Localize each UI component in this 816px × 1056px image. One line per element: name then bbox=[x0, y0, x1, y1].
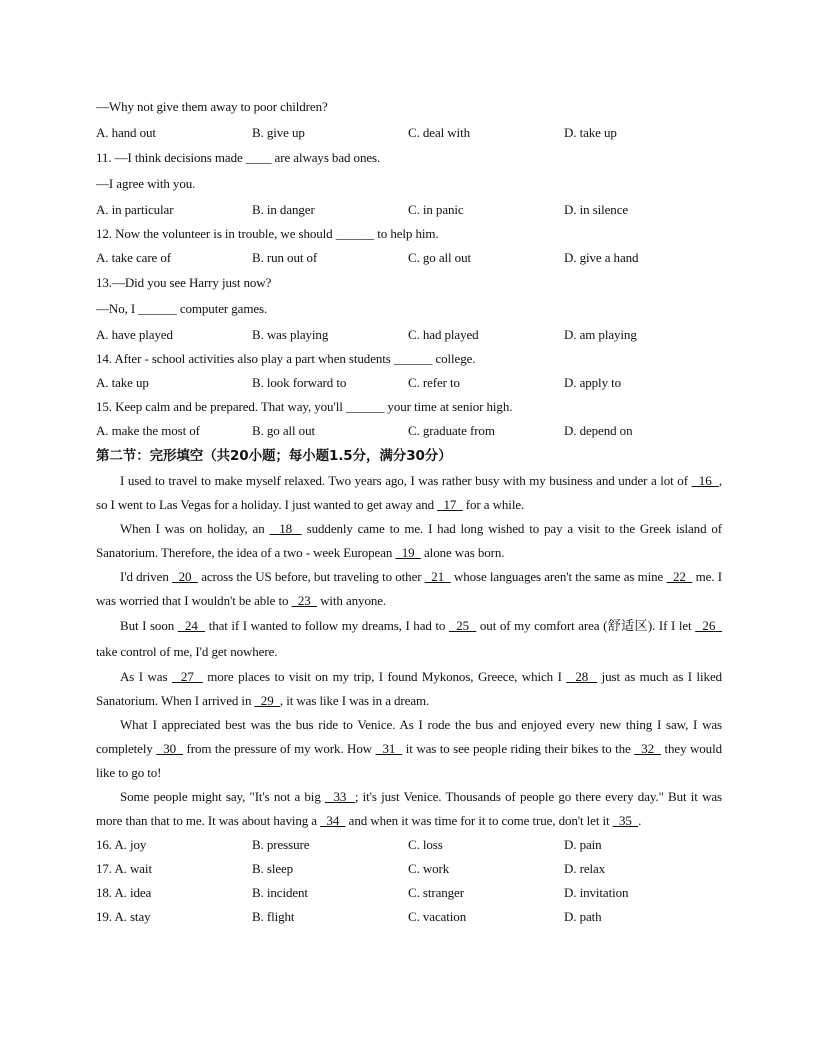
blank-27: 27 bbox=[171, 668, 203, 684]
q11-options bbox=[96, 198, 722, 222]
q19-option-a: 19. A. stay bbox=[96, 908, 151, 924]
q12-option-d: D. give a hand bbox=[564, 249, 639, 265]
q18-option-d: D. invitation bbox=[564, 884, 629, 900]
q15-option-c: C. graduate from bbox=[408, 422, 495, 438]
passage-paragraph-3: I'd driven 20 across the US before, but traveling to other 21 whose languages aren't the same as mine 22 me. I was worried that I wouldn't be able to 23 with anyone. bbox=[96, 568, 722, 608]
q16-option-c: C. loss bbox=[408, 836, 443, 852]
blank-32: 32 bbox=[634, 740, 661, 756]
blank-16: 16 bbox=[691, 472, 719, 488]
q10-options bbox=[96, 121, 722, 145]
q13-options bbox=[96, 323, 722, 347]
q12-option-a: A. take care of bbox=[96, 249, 172, 265]
q13-option-d: D. am playing bbox=[564, 326, 637, 342]
passage-paragraph-2: When I was on holiday, an 18 suddenly came to me. I had long wished to pay a visit to the Greek island of Sanatorium. Therefore, the idea of a two - week European 19 alone was born. bbox=[96, 520, 722, 560]
blank-20: 20 bbox=[172, 568, 198, 584]
passage-paragraph-6: What I appreciated best was the bus ride to Venice. As I rode the bus and enjoyed every new thing I saw, I was completely 30 from the pressure of my work. How 31 it was to see people riding their bikes to the 32 they would like to go to! bbox=[96, 716, 722, 780]
blank-33: 33 bbox=[324, 788, 355, 804]
blank-28: 28 bbox=[566, 668, 598, 684]
q11-option-c: C. in panic bbox=[408, 201, 464, 217]
q14-option-d: D. apply to bbox=[564, 374, 622, 390]
q17-option-b: B. sleep bbox=[252, 860, 294, 876]
q18-option-c: C. stranger bbox=[408, 884, 464, 900]
q12-question: 12. Now the volunteer is in trouble, we should ______ to help him. bbox=[96, 225, 439, 241]
q18-option-b: B. incident bbox=[252, 884, 308, 900]
q19-option-d: D. path bbox=[564, 908, 602, 924]
q17-option-c: C. work bbox=[408, 860, 450, 876]
blank-19: 19 bbox=[395, 544, 421, 560]
q12-option-b: B. run out of bbox=[252, 249, 318, 265]
q13-reply: —No, I ______ computer games. bbox=[96, 301, 268, 316]
blank-30: 30 bbox=[156, 740, 184, 756]
q13-question: 13.—Did you see Harry just now? bbox=[96, 274, 272, 290]
q14-option-a: A. take up bbox=[96, 374, 149, 390]
q10-reply: —Why not give them away to poor children? bbox=[96, 99, 328, 114]
q15-options bbox=[96, 419, 722, 443]
section-heading: 第二节：完形填空（共20小题；每小题1.5分，满分30分） bbox=[96, 447, 452, 464]
q19-option-b: B. flight bbox=[252, 908, 295, 924]
q16-option-d: D. pain bbox=[564, 836, 602, 852]
q17-options bbox=[96, 857, 722, 881]
q11-question: 11. —I think decisions made ____ are always bad ones. bbox=[96, 149, 381, 165]
blank-34: 34 bbox=[320, 812, 346, 828]
q18-options bbox=[96, 881, 722, 905]
passage-paragraph-5: As I was 27 more places to visit on my trip, I found Mykonos, Greece, which I 28 just as much as I liked Sanatorium. When I arrived in 29 , it was like I was in a dream. bbox=[96, 668, 723, 708]
q17-option-a: 17. A. wait bbox=[96, 860, 152, 876]
q10-option-a: A. hand out bbox=[96, 124, 156, 140]
blank-35: 35 bbox=[612, 812, 639, 828]
blank-18: 18 bbox=[269, 520, 302, 536]
q14-question: 14. After - school activities also play a part when students ______ college. bbox=[96, 350, 476, 366]
blank-22: 22 bbox=[666, 568, 693, 584]
q10-option-b: B. give up bbox=[252, 124, 305, 140]
blank-26: 26 bbox=[695, 617, 723, 633]
q12-options bbox=[96, 246, 722, 270]
q11-reply: —I agree with you. bbox=[96, 176, 196, 191]
q16-option-b: B. pressure bbox=[252, 836, 310, 852]
q10-option-d: D. take up bbox=[564, 124, 617, 140]
blank-25: 25 bbox=[448, 617, 477, 633]
blank-24: 24 bbox=[177, 617, 206, 633]
q15-question: 15. Keep calm and be prepared. That way, you'll ______ your time at senior high. bbox=[96, 398, 513, 414]
q13-option-b: B. was playing bbox=[252, 326, 329, 342]
q15-option-a: A. make the most of bbox=[96, 422, 200, 438]
blank-21: 21 bbox=[424, 568, 451, 584]
q11-option-d: D. in silence bbox=[564, 201, 629, 217]
q14-option-b: B. look forward to bbox=[252, 374, 347, 390]
exam-page bbox=[96, 94, 722, 929]
q17-option-d: D. relax bbox=[564, 860, 606, 876]
blank-17: 17 bbox=[437, 496, 463, 512]
q14-option-c: C. refer to bbox=[408, 374, 460, 390]
q12-option-c: C. go all out bbox=[408, 249, 471, 265]
passage-paragraph-1: I used to travel to make myself relaxed. Two years ago, I was rather busy with my business and under a lot of 16 , so I went to Las Vegas for a holiday. I just wanted to get away and 17 for a while. bbox=[96, 472, 722, 512]
q19-options bbox=[96, 905, 722, 929]
q16-options bbox=[96, 833, 722, 857]
q13-option-a: A. have played bbox=[96, 326, 173, 342]
q18-option-a: 18. A. idea bbox=[96, 884, 152, 900]
q10-option-c: C. deal with bbox=[408, 124, 470, 140]
passage-paragraph-4: But I soon 24 that if I wanted to follow my dreams, I had to 25 out of my comfort area (舒适区). If I let 26 take control of me, I'd get nowhere. bbox=[96, 617, 723, 659]
q16-option-a: 16. A. joy bbox=[96, 836, 147, 852]
blank-29: 29 bbox=[254, 692, 280, 708]
q15-option-b: B. go all out bbox=[252, 422, 315, 438]
blank-31: 31 bbox=[375, 740, 403, 756]
q15-option-d: D. depend on bbox=[564, 422, 633, 438]
q14-options bbox=[96, 371, 722, 395]
q11-option-a: A. in particular bbox=[96, 201, 174, 217]
passage-paragraph-7: Some people might say, "It's not a big 33 ; it's just Venice. Thousands of people go there every day." But it was more than that to me. It was about having a 34 and when it was time for it to come true, don't let it 35 . bbox=[96, 788, 723, 828]
q13-option-c: C. had played bbox=[408, 326, 479, 342]
blank-23: 23 bbox=[291, 592, 317, 608]
q19-option-c: C. vacation bbox=[408, 908, 467, 924]
q11-option-b: B. in danger bbox=[252, 201, 315, 217]
